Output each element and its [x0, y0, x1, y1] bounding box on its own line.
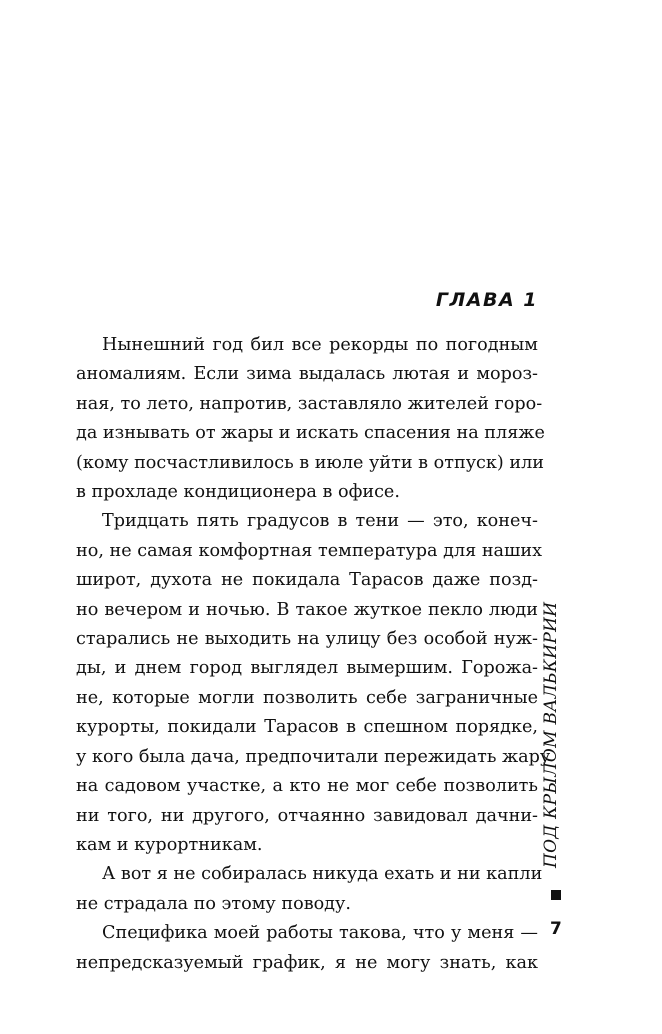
text-line: на садовом участке, а кто не мог себе позволить: [76, 776, 538, 797]
text-line: широт, духота не покидала Тарасов даже позд-: [76, 570, 538, 591]
text-line: да изнывать от жары и искать спасения на пляже: [76, 423, 545, 444]
running-title: ПОД КРЫЛОМ ВАЛЬКИРИИ: [541, 601, 561, 868]
text-line: но, не самая комфортная температура для наших: [76, 540, 543, 561]
text-line: не, которые могли позволить себе заграничные: [76, 687, 538, 708]
text-line: Нынешний год бил все рекорды по погодным: [102, 335, 538, 355]
text-line: ная, то лето, напротив, заставляло жителей горо-: [76, 393, 543, 414]
text-line: у кого была дача, предпочитали пережидать жару: [76, 746, 551, 767]
text-line: не страдала по этому поводу.: [76, 893, 351, 914]
text-line: старались не выходить на улицу без особой нуж-: [76, 629, 538, 650]
paragraph: [76, 331, 545, 507]
text-line: ды, и днем город выглядел вымершим. Горожа-: [76, 658, 538, 679]
page-number: 7: [550, 919, 562, 939]
text-line: А вот я не собиралась никуда ехать и ни капли: [102, 864, 543, 885]
text-line: ни того, ни другого, отчаянно завидовал дачни-: [76, 805, 538, 826]
chapter-title: ГЛАВА 1: [435, 289, 538, 311]
square-marker-icon: [551, 890, 561, 900]
paragraph: [76, 919, 538, 978]
text-line: Тридцать пять градусов в тени — это, конеч-: [102, 511, 538, 532]
paragraph: [76, 860, 543, 919]
text-line: в прохладе кондиционера в офисе.: [76, 482, 400, 503]
text-line: кам и курортникам.: [76, 834, 263, 855]
text-line: Специфика моей работы такова, что у меня —: [102, 923, 538, 944]
paragraph: [76, 507, 551, 860]
text-line: но вечером и ночью. В такое жуткое пекло люди: [76, 599, 538, 620]
text-line: аномалиям. Если зима выдалась лютая и мороз-: [76, 364, 538, 385]
text-line: непредсказуемый график, я не могу знать, как: [76, 952, 538, 973]
text-line: (кому посчастливилось в июле уйти в отпуск) или: [76, 452, 544, 473]
text-line: курорты, покидали Тарасов в спешном порядке,: [76, 717, 538, 738]
